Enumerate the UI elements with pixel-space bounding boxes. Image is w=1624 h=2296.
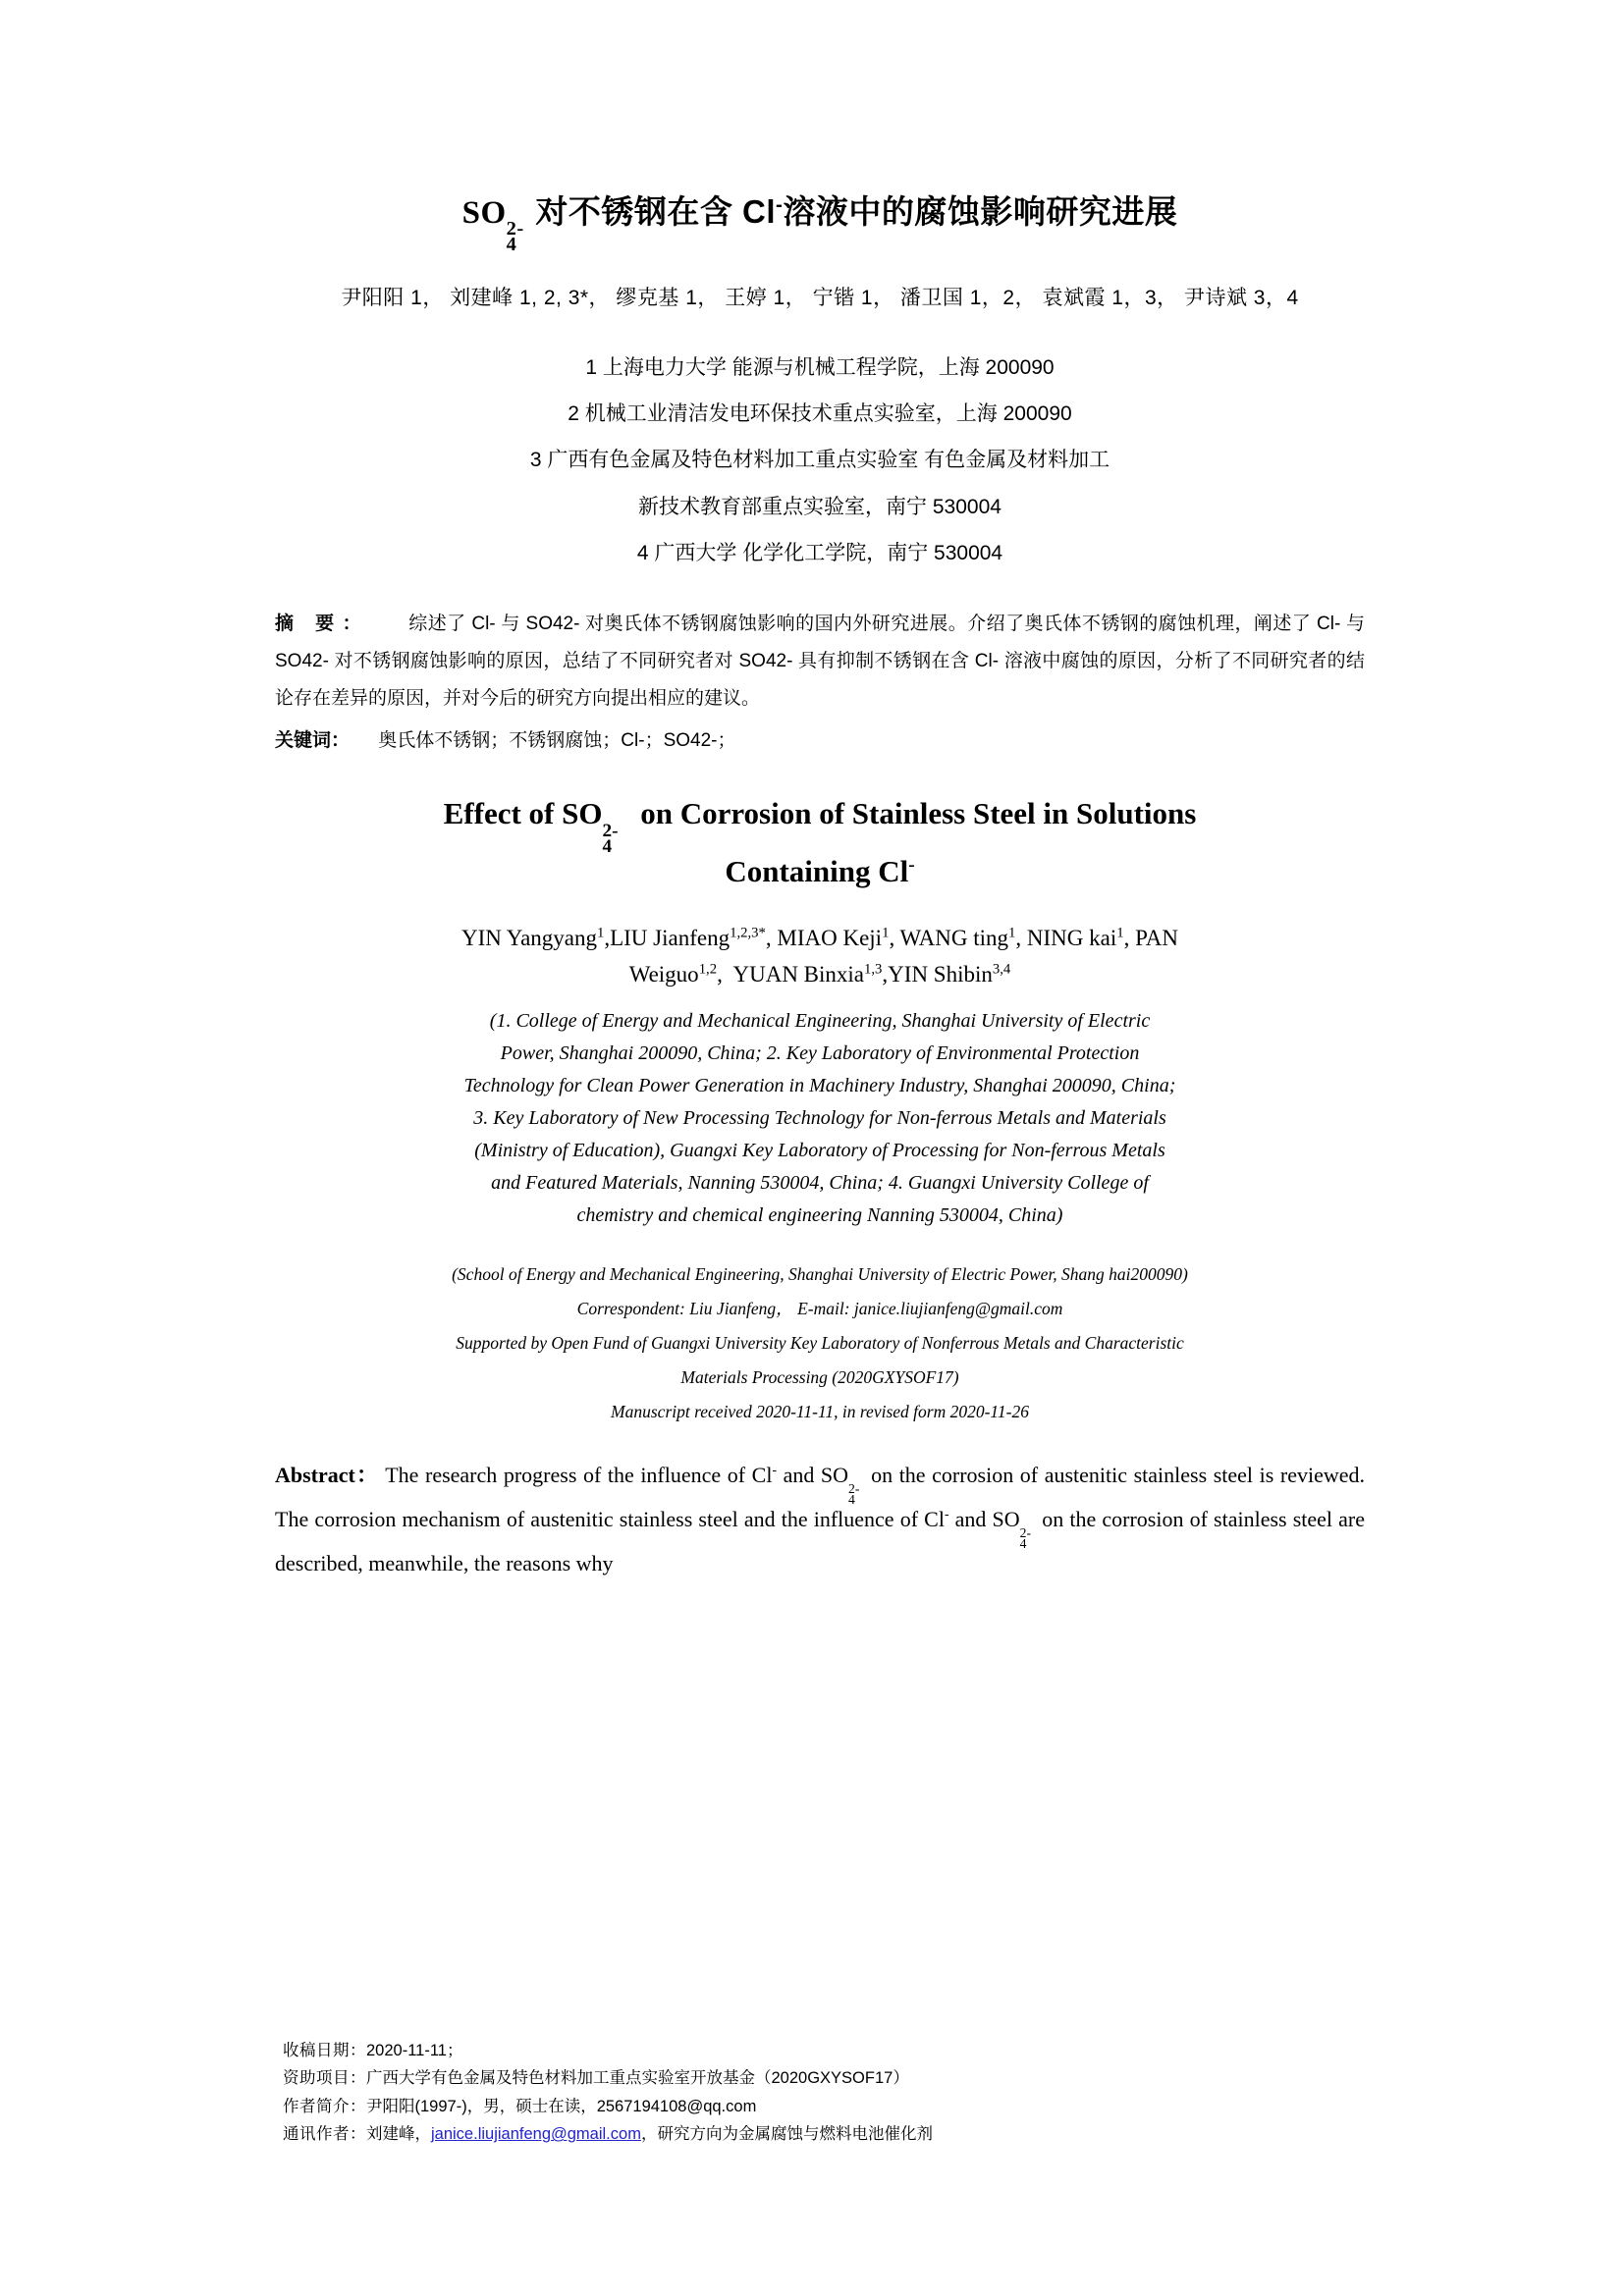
en-title-charge: 2- bbox=[602, 820, 619, 841]
en-affiliation-line: (1. College of Energy and Mechanical Engineering, Shanghai University of Electric bbox=[489, 1009, 1151, 1032]
funding-note-line2: Materials Processing (2020GXYSOF17) bbox=[680, 1366, 959, 1387]
footnote-correspondent bbox=[283, 2120, 1343, 2148]
title-mid-text: 对不锈钢在含 Cl bbox=[535, 193, 777, 230]
en-title-so: Effect of SO bbox=[443, 796, 603, 831]
chinese-abstract-label: 摘 要： bbox=[275, 614, 370, 635]
en-affiliation-line: (Ministry of Education), Guangxi Key Laboratory of Processing for Non-ferrous Metals bbox=[474, 1139, 1165, 1161]
footnote-label: 通讯作者： bbox=[283, 2125, 366, 2144]
en-title-rest: on Corrosion of Stainless Steel in Solutions bbox=[632, 796, 1197, 831]
footnote-text: 2020-11-11； bbox=[366, 2042, 463, 2059]
paper-notes bbox=[275, 1257, 1365, 1429]
affiliation-line: 4 广西大学 化学化工学院，南宁 530004 bbox=[636, 541, 1003, 564]
english-authors bbox=[275, 921, 1365, 993]
chinese-abstract-text: 综述了 Cl- 与 SO42- 对奥氏体不锈钢腐蚀影响的国内外研究进展。介绍了奥氏体不锈钢的腐蚀机理，阐述了 Cl- 与 SO42- 对不锈钢腐蚀影响的原因，总结了不同研究者对 SO42- 具有抑制不锈钢在含 Cl- 溶液中腐蚀的原因，分析了不同研究者的结论存在差异的原因，并对今后的研究方向提出相应的建议。 bbox=[275, 614, 1366, 710]
footnote-funding bbox=[283, 2064, 1343, 2092]
footnote-text: 刘建峰， bbox=[366, 2125, 431, 2144]
chinese-title-formula bbox=[461, 195, 536, 256]
school-note: (School of Energy and Mechanical Engineering, Shanghai University of Electric Power, Shang hai200090) bbox=[452, 1263, 1188, 1284]
chinese-keywords-text: 奥氏体不锈钢；不锈钢腐蚀；Cl-；SO42-； bbox=[378, 730, 736, 752]
en-affiliation-line: 3. Key Laboratory of New Processing Technology for Non-ferrous Metals and Materials bbox=[473, 1106, 1166, 1129]
title-charge: 2- bbox=[506, 217, 524, 240]
english-abstract-label: Abstract： bbox=[275, 1462, 380, 1487]
chinese-title bbox=[275, 191, 1365, 256]
en-affiliation-line: Power, Shanghai 200090, China; 2. Key Laboratory of Environmental Protection bbox=[500, 1041, 1140, 1064]
footnote-text: 尹阳阳(1997-)，男，硕士在读，2567194108@qq.com bbox=[366, 2097, 757, 2115]
english-affiliations bbox=[275, 1005, 1365, 1232]
paper-content bbox=[275, 0, 1365, 1585]
english-authors-line: Weiguo$^{1,2}$, YUAN Binxia$^{1,3}$,YIN Shibin$^{3,4}$ bbox=[628, 961, 1011, 987]
chinese-keywords bbox=[275, 725, 1365, 752]
correspondent-note bbox=[275, 1292, 1365, 1326]
english-title-line2 bbox=[275, 843, 1365, 901]
en-title-containing: Containing Cl bbox=[725, 854, 909, 889]
footnote-email-link[interactable]: janice.liujianfeng@gmail.com bbox=[431, 2125, 641, 2144]
correspondent-label: Correspondent: bbox=[576, 1298, 685, 1318]
footnotes bbox=[283, 2037, 1343, 2149]
en-title-subscript: 4 bbox=[602, 835, 613, 857]
english-title-line1 bbox=[275, 785, 1365, 857]
title-cl-charge: - bbox=[776, 193, 784, 216]
title-subscript: 4 bbox=[506, 234, 517, 256]
title-end-text: 溶液中的腐蚀影响研究进展 bbox=[783, 193, 1178, 230]
en-title-cl-charge: - bbox=[908, 854, 915, 876]
affiliation-line: 2 机械工业清洁发电环保技术重点实验室，上海 200090 bbox=[568, 402, 1072, 426]
footnote-text: 广西大学有色金属及特色材料加工重点实验室开放基金（2020GXYSOF17） bbox=[366, 2069, 909, 2088]
title-so: SO bbox=[461, 195, 507, 231]
footnote-label: 作者简介： bbox=[283, 2097, 366, 2115]
english-abstract-text: The research progress of the influence of Cl- and SO 2- 4 on the corrosion of austenitic stainless steel is reviewed. The corrosion mechanism of austenitic stainless steel and the influence of Cl- and SO 2- 4 on the corrosion of stainless steel are described, meanwhile, the reasons why bbox=[275, 1462, 1365, 1575]
affiliation-line: 3 广西有色金属及特色材料加工重点实验室 有色金属及材料加工 bbox=[529, 449, 1110, 472]
footnote-label: 收稿日期： bbox=[283, 2042, 366, 2059]
english-abstract bbox=[275, 1453, 1365, 1585]
chinese-keywords-label: 关键词： bbox=[275, 730, 351, 752]
english-authors-line: YIN Yangyang$^1$,LIU Jianfeng$^{1,2,3*}$, MIAO Keji$^1$, WANG ting$^1$, NING kai$^1$, PAN bbox=[460, 925, 1179, 950]
correspondent-email[interactable]: janice.liujianfeng@gmail.com bbox=[849, 1298, 1063, 1318]
footnote-label: 资助项目： bbox=[283, 2069, 366, 2088]
en-affiliation-line: Technology for Clean Power Generation in Machinery Industry, Shanghai 200090, China; bbox=[463, 1074, 1176, 1096]
english-title bbox=[275, 785, 1365, 901]
correspondent-name: Liu Jianfeng， bbox=[684, 1298, 793, 1318]
footnote-tail: ，研究方向为金属腐蚀与燃料电池催化剂 bbox=[640, 2125, 933, 2144]
chinese-authors: 尹阳阳 1， 刘建峰 1, 2, 3*， 缪克基 1， 王婷 1， 宁锴 1， 潘卫国 1，2， 袁斌霞 1，3， 尹诗斌 3，4 bbox=[341, 286, 1299, 309]
email-label: E-mail: bbox=[792, 1298, 850, 1318]
affiliation-line: 1 上海电力大学 能源与机械工程学院，上海 200090 bbox=[585, 355, 1055, 379]
chinese-abstract bbox=[275, 606, 1365, 718]
affiliation-line: 新技术教育部重点实验室，南宁 530004 bbox=[638, 495, 1001, 518]
footnote-received bbox=[283, 2037, 1343, 2064]
en-affiliation-line: and Featured Materials, Nanning 530004, China; 4. Guangxi University College of bbox=[491, 1171, 1149, 1194]
chinese-affiliations bbox=[275, 345, 1365, 576]
footnote-author-bio bbox=[283, 2093, 1343, 2120]
en-affiliation-line: chemistry and chemical engineering Nanning 530004, China) bbox=[576, 1203, 1063, 1226]
funding-note-line1: Supported by Open Fund of Guangxi University Key Laboratory of Nonferrous Metals and Characteristic bbox=[456, 1332, 1184, 1353]
received-note: Manuscript received 2020-11-11, in revised form 2020-11-26 bbox=[611, 1401, 1029, 1421]
